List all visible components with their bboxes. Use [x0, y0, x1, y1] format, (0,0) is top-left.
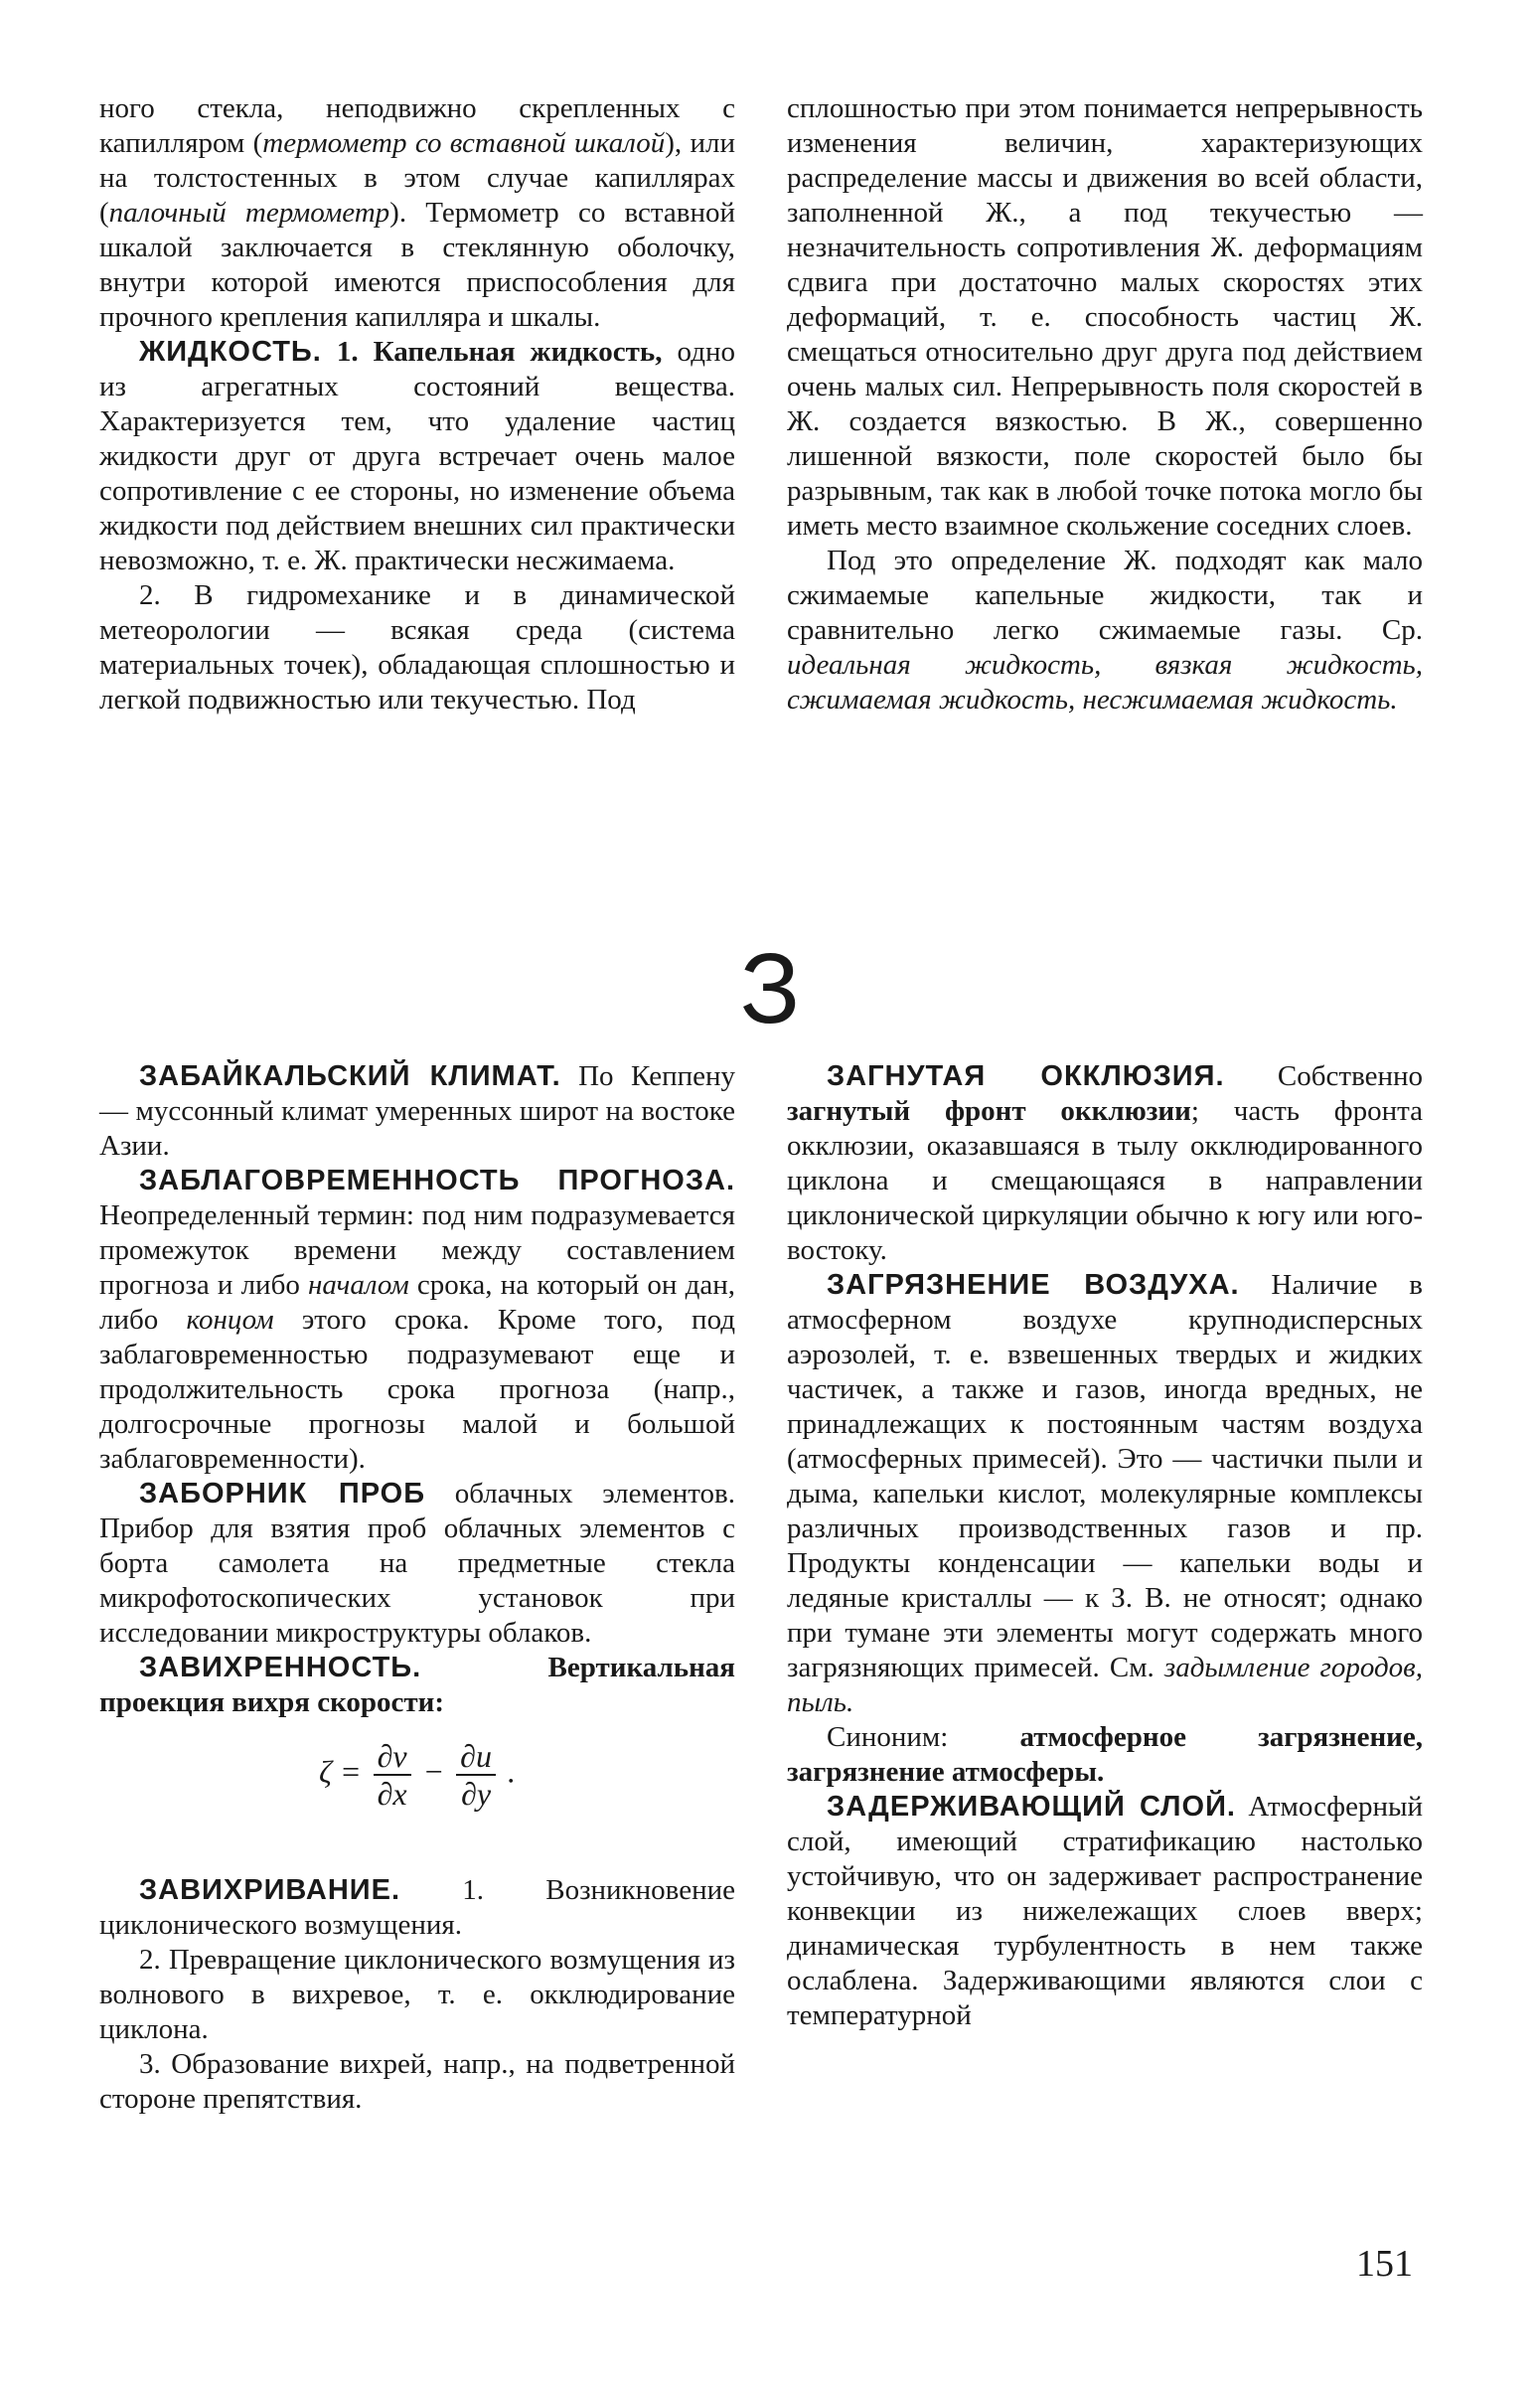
entry-zagryaznenie: ЗАГРЯЗНЕНИЕ ВОЗДУХА. Наличие в атмосферном воздухе крупнодисперсных аэрозолей, т. е. взвешенных твердых и жидких частичек, а также и газов, иногда вредных, не принадлежащих к постоянным частям воздуха (атмосферных примесей). Это — частички пыли и дыма, капельки кислот, молекулярные комплексы различных производственных газов и пр. Продукты конденсации — капельки воды и ледяные кристаллы — к З. В. не относят; однако при тумане эти элементы могут содержать много загрязняющих примесей. См. задымление городов, пыль. — [787, 1269, 1424, 1718]
entry-zaderzhivayushchy: ЗАДЕРЖИВАЮЩИЙ СЛОЙ. Атмосферный слой, имеющий стратификацию настолько устойчивую, что он задерживает распространение конвекции из нижележащих слоев вверх; динамическая турбулентность в нем также ослаблена. Задерживающими являются слои с температурной — [787, 1791, 1423, 2031]
entry-zavikhrennost: ЗАВИХРЕННОСТЬ. Вертикальная проекция вихря скорости: — [99, 1652, 735, 1718]
entry-zavikhrivanie-p3: 3. Образование вихрей, напр., на подветренной стороне препятствия. — [99, 2048, 735, 2115]
paragraph-thermometer: ного стекла, неподвижно скрепленных с капилляром (термометр со вставной шкалой), или на толстостенных в этом случае капиллярах (палочный термометр). Термометр со вставной шкалой заключается в стеклянную оболочку, внутри которой имеются приспособления для прочного крепления капилляра и шкалы. — [99, 92, 735, 333]
entry-liquid: ЖИДКОСТЬ. 1. Капельная жидкость, одно из агрегатных состояний вещества. Характеризуется тем, что удаление частиц жидкости друг от друга встречает очень малое сопротивление с ее стороны, но изменение объема жидкости под действием внешних сил практически невозможно, т. е. Ж. практически несжимаема. — [99, 336, 735, 576]
left-column-top — [99, 91, 735, 717]
entry-synonym: Синоним: атмосферное загрязнение, загрязнение атмосферы. — [787, 1721, 1423, 1788]
entry-zavikhrivanie: ЗАВИХРИВАНИЕ. 1. Возникновение циклонического возмущения. — [99, 1874, 735, 1941]
section-letter: З — [739, 933, 801, 1044]
entry-zavikhrivanie-p2: 2. Превращение циклонического возмущения из волнового в вихревое, т. е. окклюдирование циклона. — [99, 1944, 735, 2045]
right-column-bottom — [787, 1059, 1423, 2033]
right-column-top — [787, 91, 1423, 717]
entry-zabornik: ЗАБОРНИК ПРОБ облачных элементов. Прибор для взятия проб облачных элементов с борта самолета на предметные стекла микрофотоскопических установок при исследовании микроструктуры облаков. — [99, 1478, 736, 1649]
vorticity-formula: ζ = $\frac{\partial v}{\partial x}$ − $\frac{\partial u}{\partial y}$ . — [319, 1738, 516, 1812]
entry-zagnutaya: ЗАГНУТАЯ ОККЛЮЗИЯ. Собственно загнутый фронт окклюзии; часть фронта окклюзии, оказавшаяся в тылу окклюдированного циклона и смещающаяся в направлении циклонической циркуляции обычно к югу или юго-востоку. — [787, 1060, 1424, 1266]
left-column-bottom — [99, 1059, 735, 2117]
page-number: 151 — [1356, 2243, 1413, 2285]
entry-zabaikalsky: ЗАБАЙКАЛЬСКИЙ КЛИМАТ. По Кеппену — муссонный климат умеренных широт на востоке Азии. — [99, 1060, 735, 1162]
paragraph-definition: Под это определение Ж. подходят как мало сжимаемые капельные жидкости, так и сравнительно легко сжимаемые газы. Ср. идеальная жидкость, вязкая жидкость, сжимаемая жидкость, несжимаемая жидкость. — [787, 545, 1423, 716]
entry-heading: ЖИДКОСТЬ. — [139, 336, 322, 368]
entry-zablagovremennost: ЗАБЛАГОВРЕМЕННОСТЬ ПРОГНОЗА. Неопределенный термин: под ним подразумевается промежуток времени между составлением прогноза и либо началом срока, на который он дан, либо концом этого срока. Кроме того, под заблаговременностью подразумевают еще и продолжительность срока прогноза (напр., долгосрочные прогнозы малой и большой заблаговременности). — [99, 1165, 736, 1475]
entry-liquid-p2: 2. В гидромеханике и в динамической метеорологии — всякая среда (система материальных точек), обладающая сплошностью и легкой подвижностью или текучестью. Под — [99, 579, 735, 716]
paragraph-continuity: сплошностью при этом понимается непрерывность изменения величин, характеризующих распределение массы и движения во всей области, заполненной Ж., а под текучестью — незначительность сопротивления Ж. деформациям сдвига при достаточно малых скоростях этих деформаций, т. е. способность частиц Ж. смещаться относительно друг друга под действием очень малых сил. Непрерывность поля скоростей в Ж. создается вязкостью. В Ж., совершенно лишенной вязкости, поле скоростей было бы разрывным, так как в любой точке потока могло бы иметь место взаимное скольжение соседних слоев. — [787, 92, 1423, 542]
